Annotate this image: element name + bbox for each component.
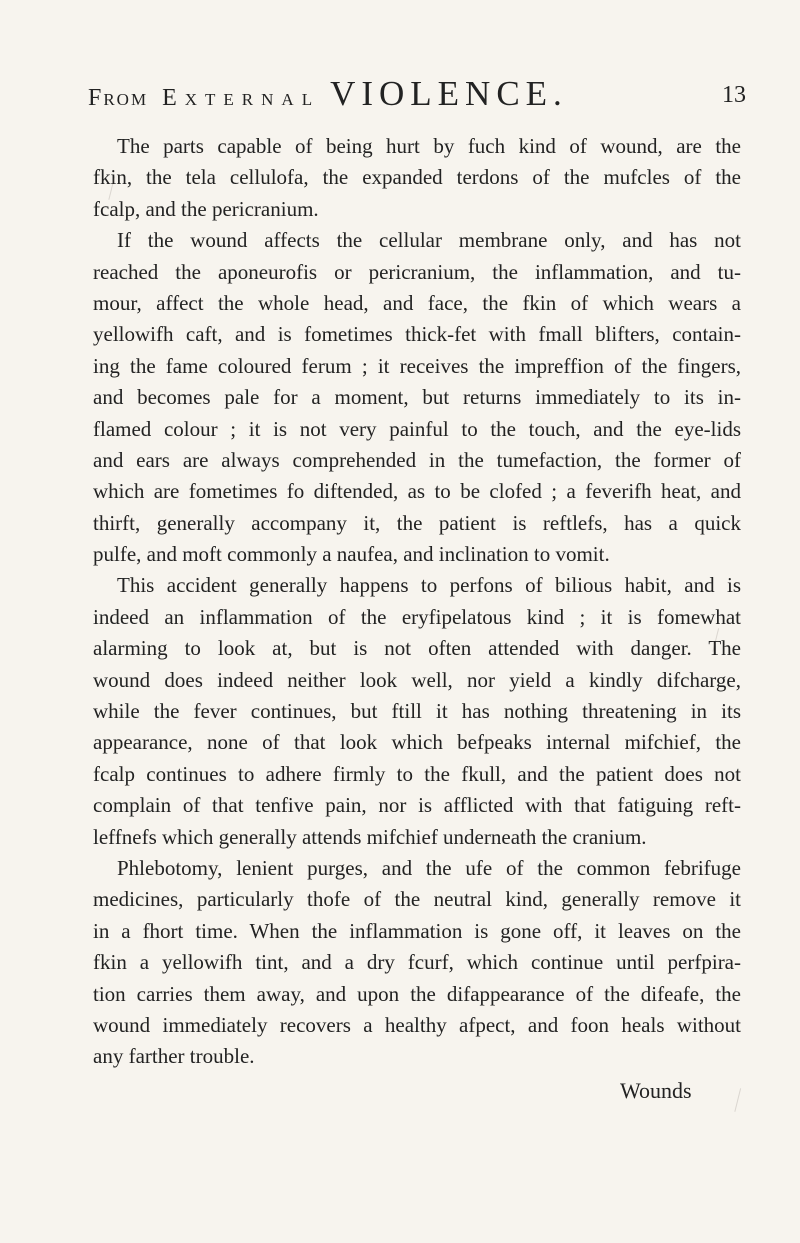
text-line: and ears are always comprehended in the tumefaction, the former of bbox=[93, 447, 741, 472]
text-line: and becomes pale for a moment, but returns immediately to its in- bbox=[93, 385, 741, 410]
text-line: If the wound affects the cellular membrane only, and has not bbox=[117, 228, 741, 253]
text-line: Phlebotomy, lenient purges, and the ufe of the common febrifuge bbox=[117, 855, 741, 880]
text-line: which are fometimes fo diftended, as to be clofed ; a feverifh heat, and bbox=[93, 479, 741, 504]
running-head-title bbox=[88, 74, 568, 114]
text-line: pulfe, and moft commonly a naufea, and inclination to vomit. bbox=[93, 542, 610, 567]
text-line: medicines, particularly thofe of the neutral kind, generally remove it bbox=[93, 887, 741, 912]
text-line: indeed an inflammation of the eryfipelatous kind ; it is fomewhat bbox=[93, 604, 741, 629]
text-line: ing the fame coloured ferum ; it receives the impreffion of the fingers, bbox=[93, 353, 741, 378]
text-line: reached the aponeurofis or pericranium, the inflammation, and tu- bbox=[93, 259, 741, 284]
text-line: yellowifh caft, and is fometimes thick-fet with fmall blifters, contain- bbox=[93, 322, 741, 347]
running-header bbox=[88, 74, 748, 116]
text-line: fkin a yellowifh tint, and a dry fcurf, which continue until perfpira- bbox=[93, 950, 741, 975]
text-line: thirft, generally accompany it, the patient is reftlefs, has a quick bbox=[93, 510, 741, 535]
body-text bbox=[93, 131, 741, 1073]
text-line: fkin, the tela cellulofa, the expanded terdons of the mufcles of the bbox=[93, 165, 741, 190]
running-head-external: External bbox=[162, 85, 321, 111]
page-mark bbox=[734, 1088, 756, 1115]
text-line: The parts capable of being hurt by fuch kind of wound, are the bbox=[117, 134, 741, 158]
text-line: mour, affect the whole head, and face, the fkin of which wears a bbox=[93, 290, 741, 315]
text-line: alarming to look at, but is not often attended with danger. The bbox=[93, 636, 741, 661]
catchword: Wounds bbox=[620, 1078, 692, 1103]
text-line: in a fhort time. When the inflammation is gone off, it leaves on the bbox=[93, 918, 741, 943]
text-line: while the fever continues, but ftill it has nothing threatening in its bbox=[93, 699, 741, 724]
text-line: flamed colour ; it is not very painful to the touch, and the eye-lids bbox=[93, 416, 741, 441]
text-line: wound immediately recovers a healthy afpect, and foon heals without bbox=[93, 1012, 741, 1037]
text-line: This accident generally happens to perfons of bilious habit, and is bbox=[117, 573, 741, 598]
page-number: 13 bbox=[722, 82, 746, 108]
text-line: fcalp continues to adhere firmly to the fkull, and the patient does not bbox=[93, 761, 741, 786]
text-line: appearance, none of that look which befpeaks internal mifchief, the bbox=[93, 730, 741, 755]
text-line: any farther trouble. bbox=[93, 1044, 255, 1069]
running-head-violence: VIOLENCE. bbox=[330, 74, 568, 113]
text-line: wound does indeed neither look well, nor yield a kindly difcharge, bbox=[93, 667, 741, 692]
running-head-from: From bbox=[88, 85, 149, 111]
text-line: fcalp, and the pericranium. bbox=[93, 196, 319, 221]
text-line: tion carries them away, and upon the difappearance of the difeafe, the bbox=[93, 981, 741, 1006]
text-line: leffnefs which generally attends mifchief underneath the cranium. bbox=[93, 824, 647, 849]
text-line: complain of that tenfive pain, nor is afflicted with that fatiguing reft- bbox=[93, 793, 741, 818]
